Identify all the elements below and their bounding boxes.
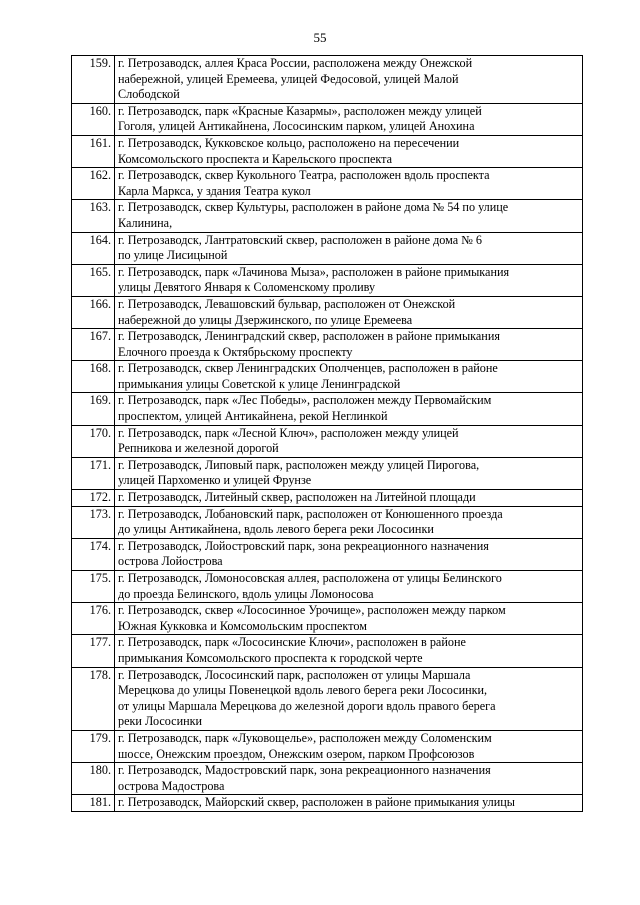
- table-row: [72, 135, 583, 167]
- description-line: примыкания улицы Советской к улице Ленинградской: [118, 376, 401, 391]
- row-number: 171.: [72, 457, 115, 489]
- description-line: до улицы Антикайнена, вдоль левого берега реки Лососинки: [118, 522, 434, 537]
- description-line: г. Петрозаводск, Лобановский парк, расположен от Конюшенного проезда: [118, 506, 503, 521]
- description-line: Карла Маркса, у здания Театра кукол: [118, 183, 311, 198]
- row-number: 181.: [72, 795, 115, 812]
- row-number: 169.: [72, 393, 115, 425]
- table-row: [72, 457, 583, 489]
- description-line: набережной, улицей Еремеева, улицей Федосовой, улицей Малой: [118, 71, 459, 86]
- description-line: г. Петрозаводск, парк «Красные Казармы», расположен между улицей: [118, 103, 482, 118]
- table-row: [72, 168, 583, 200]
- row-description: [115, 763, 583, 795]
- description-line: Гоголя, улицей Антикайнена, Лососинским парком, улицей Анохина: [118, 119, 475, 134]
- table-row: [72, 264, 583, 296]
- row-description: [115, 635, 583, 667]
- description-line: шоссе, Онежским проездом, Онежским озером, парком Профсоюзов: [118, 746, 475, 761]
- description-line: г. Петрозаводск, сквер Кукольного Театра, расположен вдоль проспекта: [118, 168, 490, 183]
- row-number: 175.: [72, 571, 115, 603]
- table-row: [72, 329, 583, 361]
- row-description: [115, 538, 583, 570]
- description-line: г. Петрозаводск, парк «Лачинова Мыза», расположен в районе примыкания: [118, 264, 510, 279]
- description-line: г. Петрозаводск, парк «Лес Победы», расположен между Первомайским: [118, 393, 492, 408]
- row-description: [115, 103, 583, 135]
- row-number: 180.: [72, 763, 115, 795]
- description-line: улицы Девятого Января к Соломенскому проливу: [118, 280, 376, 295]
- table-row: [72, 232, 583, 264]
- description-line: проспектом, улицей Антикайнена, рекой Неглинкой: [118, 409, 388, 424]
- row-number: 177.: [72, 635, 115, 667]
- row-description: [115, 730, 583, 762]
- row-description: [115, 795, 583, 812]
- row-number: 170.: [72, 425, 115, 457]
- description-line: г. Петрозаводск, аллея Краса России, расположена между Онежской: [118, 56, 473, 70]
- row-description: [115, 667, 583, 730]
- description-line: острова Мадострова: [118, 778, 225, 793]
- row-description: [115, 457, 583, 489]
- row-number: 161.: [72, 135, 115, 167]
- row-description: [115, 56, 583, 104]
- row-number: 178.: [72, 667, 115, 730]
- row-description: [115, 603, 583, 635]
- description-line: г. Петрозаводск, парк «Лососинские Ключи», расположен в районе: [118, 635, 466, 650]
- description-line: г. Петрозаводск, сквер Ленинградских Ополченцев, расположен в районе: [118, 361, 498, 376]
- row-number: 163.: [72, 200, 115, 232]
- description-line: Южная Кукковка и Комсомольским проспектом: [118, 618, 367, 633]
- description-line: г. Петрозаводск, парк «Лесной Ключ», расположен между улицей: [118, 425, 459, 440]
- table-row: [72, 296, 583, 328]
- description-line: улицей Пархоменко и улицей Фрунзе: [118, 473, 312, 488]
- row-number: 167.: [72, 329, 115, 361]
- description-line: г. Петрозаводск, Мадостровский парк, зона рекреационного назначения: [118, 763, 491, 778]
- description-line: г. Петрозаводск, Кукковское кольцо, расположено на пересечении: [118, 135, 460, 150]
- description-line: г. Петрозаводск, Майорский сквер, расположен в районе примыкания улицы: [118, 795, 515, 810]
- row-number: 166.: [72, 296, 115, 328]
- row-number: 162.: [72, 168, 115, 200]
- description-line: Комсомольского проспекта и Карельского проспекта: [118, 151, 393, 166]
- table-row: [72, 56, 583, 104]
- row-description: [115, 329, 583, 361]
- table-row: [72, 667, 583, 730]
- description-line: г. Петрозаводск, Лантратовский сквер, расположен в районе дома № 6: [118, 232, 482, 247]
- description-line: г. Петрозаводск, парк «Луковощелье», расположен между Соломенским: [118, 730, 492, 745]
- row-description: [115, 490, 583, 507]
- row-description: [115, 200, 583, 232]
- description-line: от улицы Маршала Мерецкова до железной дороги вдоль правого берега: [118, 698, 496, 713]
- description-line: г. Петрозаводск, Левашовский бульвар, расположен от Онежской: [118, 296, 456, 311]
- description-line: Елочного проезда к Октябрьскому проспекту: [118, 344, 353, 359]
- row-number: 168.: [72, 361, 115, 393]
- description-line: г. Петрозаводск, Липовый парк, расположен между улицей Пирогова,: [118, 457, 480, 472]
- row-number: 179.: [72, 730, 115, 762]
- description-line: Репникова и железной дорогой: [118, 441, 279, 456]
- page-number: 55: [313, 30, 327, 45]
- table-row: [72, 490, 583, 507]
- row-number: 174.: [72, 538, 115, 570]
- row-description: [115, 393, 583, 425]
- table-row: [72, 763, 583, 795]
- description-line: Слободской: [118, 87, 180, 102]
- table-row: [72, 361, 583, 393]
- table-row: [72, 103, 583, 135]
- row-number: 160.: [72, 103, 115, 135]
- registry-table: [71, 55, 583, 812]
- table-row: [72, 200, 583, 232]
- description-line: г. Петрозаводск, Лососинский парк, расположен от улицы Маршала: [118, 667, 471, 682]
- row-description: [115, 425, 583, 457]
- row-description: [115, 296, 583, 328]
- table-row: [72, 795, 583, 812]
- description-line: г. Петрозаводск, Лойостровский парк, зона рекреационного назначения: [118, 538, 489, 553]
- table-row: [72, 425, 583, 457]
- row-description: [115, 506, 583, 538]
- row-number: 176.: [72, 603, 115, 635]
- row-description: [115, 168, 583, 200]
- description-line: г. Петрозаводск, сквер «Лососинное Урочище», расположен между парком: [118, 603, 506, 618]
- row-description: [115, 232, 583, 264]
- description-line: г. Петрозаводск, сквер Культуры, расположен в районе дома № 54 по улице: [118, 200, 509, 215]
- row-number: 173.: [72, 506, 115, 538]
- row-number: 172.: [72, 490, 115, 507]
- table-row: [72, 538, 583, 570]
- table-row: [72, 603, 583, 635]
- row-description: [115, 571, 583, 603]
- row-description: [115, 361, 583, 393]
- row-description: [115, 135, 583, 167]
- description-line: острова Лойострова: [118, 554, 223, 569]
- description-line: набережной до улицы Дзержинского, по улице Еремеева: [118, 312, 413, 327]
- table-row: [72, 393, 583, 425]
- registry-table-body: [72, 56, 583, 812]
- description-line: примыкания Комсомольского проспекта к городской черте: [118, 650, 423, 665]
- table-row: [72, 571, 583, 603]
- table-row: [72, 506, 583, 538]
- row-number: 164.: [72, 232, 115, 264]
- row-number: 159.: [72, 56, 115, 104]
- table-row: [72, 730, 583, 762]
- row-number: 165.: [72, 264, 115, 296]
- description-line: до проезда Белинского, вдоль улицы Ломоносова: [118, 586, 374, 601]
- description-line: реки Лососинки: [118, 714, 203, 729]
- description-line: Мерецкова до улицы Повенецкой вдоль левого берега реки Лососинки,: [118, 683, 488, 698]
- table-row: [72, 635, 583, 667]
- description-line: г. Петрозаводск, Ломоносовская аллея, расположена от улицы Белинского: [118, 571, 502, 585]
- row-description: [115, 264, 583, 296]
- description-line: Калинина,: [118, 215, 173, 230]
- description-line: г. Петрозаводск, Ленинградский сквер, расположен в районе примыкания: [118, 329, 500, 344]
- description-line: г. Петрозаводск, Литейный сквер, расположен на Литейной площади: [118, 490, 476, 505]
- description-line: по улице Лисицыной: [118, 248, 228, 263]
